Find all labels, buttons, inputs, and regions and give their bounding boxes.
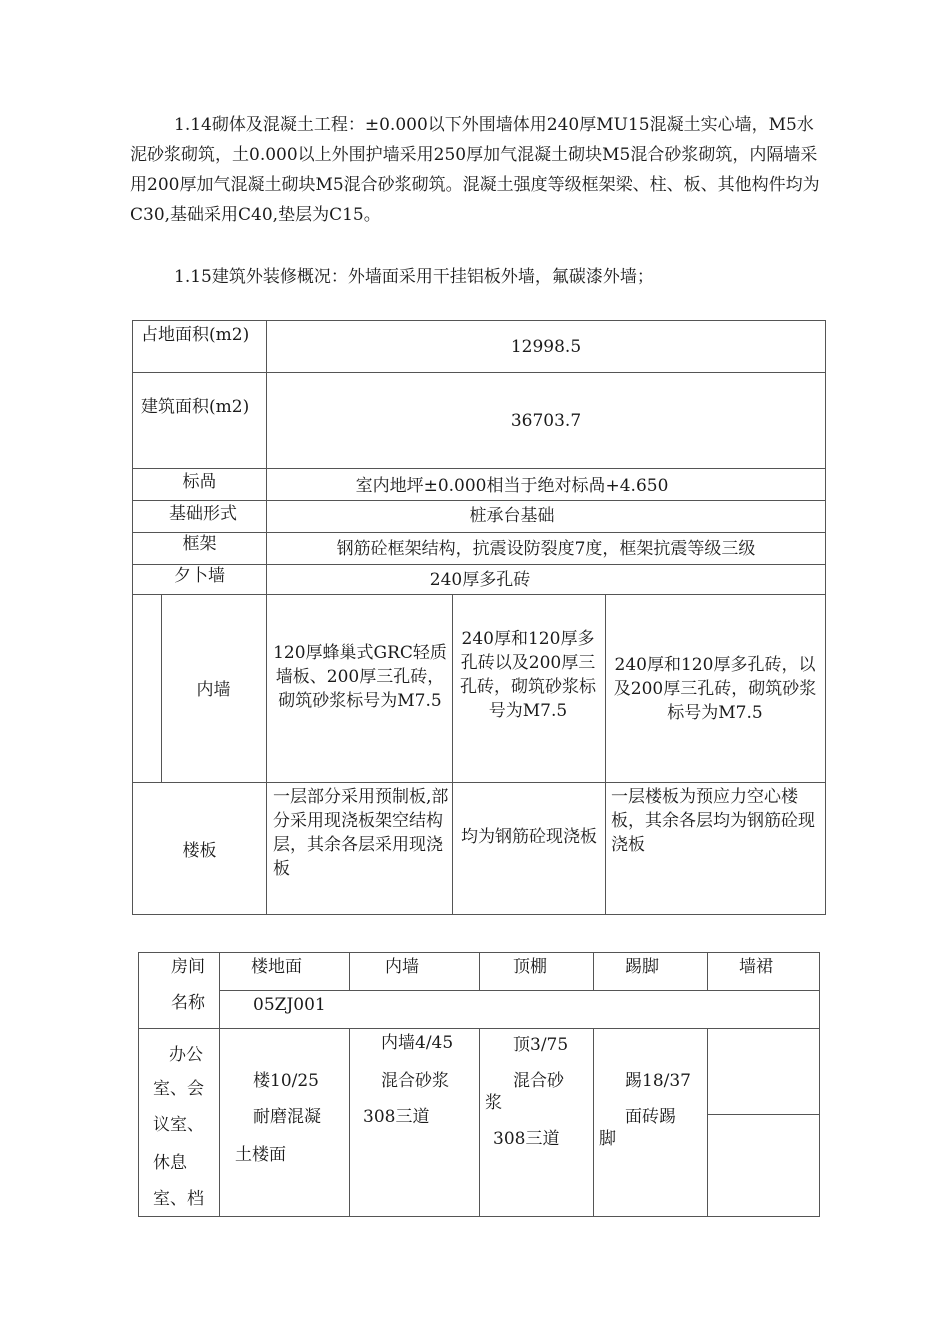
inner-wall-option-1: 120厚蜂巢式GRC轻质墙板、200厚三孔砖，砌筑砂浆标号为M7.5 (273, 643, 447, 711)
label-exterior-wall: 夕卜墙 (174, 566, 225, 586)
header-floor: 楼地面 (251, 957, 302, 977)
baseboard-finish-line: 踢18/37 (625, 1071, 691, 1091)
floor-slab-option-2: 均为钢筋砼现浇板 (461, 827, 597, 847)
standard-code: 05ZJ001 (253, 995, 326, 1015)
label-frame: 框架 (182, 534, 217, 554)
header-room: 房间 (171, 957, 205, 977)
value-site-area: 12998.5 (510, 337, 582, 357)
ceiling-finish-line: 顶3/75 (513, 1035, 569, 1055)
value-elevation: 室内地坪±0.000相当于绝对标咼+4.650 (355, 476, 669, 496)
ceiling-finish-line: 混合砂 (513, 1071, 564, 1091)
room-name-line: 休息 (153, 1153, 187, 1173)
value-foundation: 桩承台基础 (469, 506, 555, 526)
header-name: 名称 (171, 993, 205, 1013)
header-inner-wall: 内墙 (385, 957, 419, 977)
label-foundation: 基础形式 (169, 504, 237, 524)
building-info-table (132, 320, 826, 915)
label-floor-slab: 楼板 (182, 841, 217, 861)
room-finish-table (138, 952, 820, 1217)
paragraph-exterior: 1.15建筑外装修概况：外墙面采用干挂铝板外墙，氟碳漆外墙； (174, 267, 654, 287)
label-building-area: 建筑面积(m2) (141, 397, 250, 417)
room-name-line: 议室、 (153, 1115, 204, 1135)
value-exterior-wall: 240厚多孔砖 (429, 570, 531, 590)
baseboard-finish-line: 脚 (599, 1129, 616, 1149)
value-frame: 钢筋砼框架结构，抗震设防裂度7度，框架抗震等级三级 (336, 539, 756, 559)
ceiling-finish-line: 浆 (485, 1093, 502, 1113)
floor-finish-line: 土楼面 (235, 1145, 286, 1165)
label-site-area: 占地面积(m2) (141, 325, 250, 345)
inner-wall-finish-line: 混合砂浆 (381, 1071, 449, 1091)
floor-finish-line: 耐磨混凝 (253, 1107, 321, 1127)
inner-wall-option-3: 240厚和120厚多孔砖，以及200厚三孔砖，砌筑砂浆标号为M7.5 (613, 655, 817, 723)
room-name-line: 办公 (169, 1045, 203, 1065)
inner-wall-option-2: 240厚和120厚多孔砖以及200厚三孔砖，砌筑砂浆标号为M7.5 (460, 629, 596, 721)
room-name-line: 室、会 (153, 1079, 204, 1099)
room-name-line: 室、档 (153, 1189, 204, 1209)
ceiling-finish-line: 308三道 (493, 1129, 560, 1149)
baseboard-finish-line: 面砖踢 (625, 1107, 676, 1127)
inner-wall-finish-line: 内墙4/45 (381, 1033, 454, 1053)
header-dado: 墙裙 (739, 957, 773, 977)
header-ceiling: 顶棚 (513, 957, 547, 977)
value-building-area: 36703.7 (510, 411, 582, 431)
floor-finish-line: 楼10/25 (253, 1071, 319, 1091)
label-inner-wall: 内墙 (196, 680, 231, 700)
inner-wall-finish-line: 308三道 (363, 1107, 430, 1127)
floor-slab-option-3: 一层楼板为预应力空心楼板，其余各层均为钢筋砼现浇板 (611, 787, 815, 855)
header-baseboard: 踢脚 (625, 957, 659, 977)
paragraph-masonry: 1.14砌体及混凝土工程：±0.000以下外围墙体用240厚MU15混凝土实心墙，M5水泥砂浆砌筑，土0.000以上外围护墙采用250厚加气混凝土砌块M5混合砂浆砌筑，内隔墙采用200厚加气混凝土砌块M5混合砂浆砌筑。混凝土强度等级框架梁、柱、板、其他构件均为C30,基础采用C40,垫层为C15。 (130, 115, 820, 225)
floor-slab-option-1: 一层部分采用预制板,部分采用现浇板架空结构层，其余各层采用现浇板 (273, 787, 449, 879)
label-elevation: 标咼 (182, 472, 217, 492)
